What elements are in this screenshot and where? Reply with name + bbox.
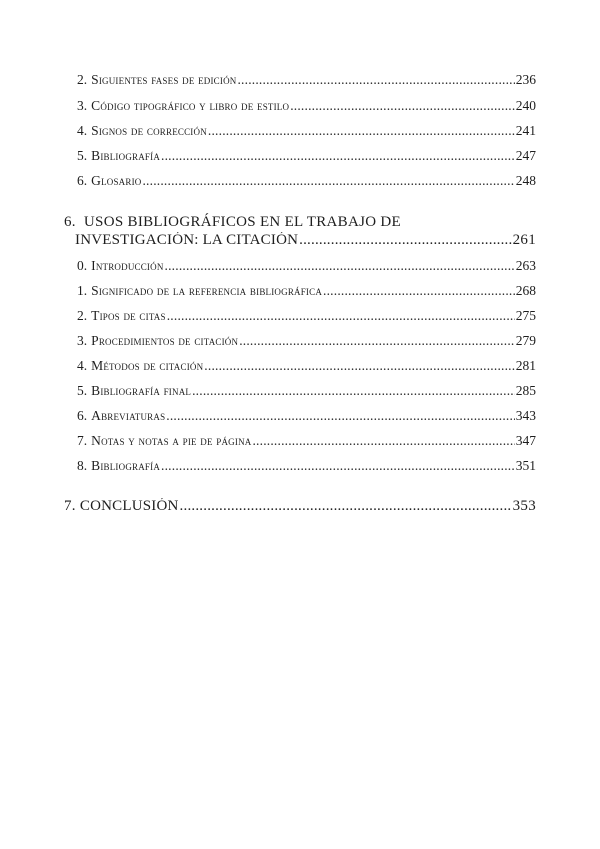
page-number: 241 [515,123,536,138]
chapter-heading-line1 [64,214,401,231]
toc-entry [0,173,600,193]
entry-title: Glosario [91,173,142,188]
toc-entry [0,358,600,378]
dot-leader [299,232,511,249]
dot-leader [237,72,514,88]
entry-title: Notas y notas a pie de página [91,433,252,448]
entry-title: Código tipográfico y libro de estilo [91,98,290,113]
toc-entry [0,383,600,403]
entry-number: 7. [77,433,88,448]
chapter-number: 6. [64,214,76,230]
toc-entry [0,258,600,278]
toc-entry [0,333,600,353]
entry-title: Bibliografía final [91,383,192,398]
entry-title: Bibliografía [91,148,161,163]
page-number: 353 [512,498,536,514]
page-number: 347 [515,433,536,448]
chapter-entry [0,498,600,518]
dot-leader [290,98,515,114]
toc-entry [0,283,600,303]
chapter-title: CONCLUSIÓN [79,498,179,514]
toc-entry [0,148,600,168]
chapter-entry [0,232,600,252]
page-number: 268 [515,283,536,298]
page-number: 279 [515,333,536,348]
toc-entry [0,408,600,428]
toc-entry [0,458,600,478]
entry-number: 5. [77,148,88,163]
entry-number: 4. [77,358,88,373]
chapter-title: USOS BIBLIOGRÁFICOS EN EL TRABAJO DE [83,214,401,230]
page-number: 281 [515,358,536,373]
page-number: 247 [515,148,536,163]
toc-entry [0,72,600,92]
page-number: 263 [515,258,536,273]
entry-number: 0. [77,258,88,273]
entry-number: 2. [77,308,88,323]
page-number: 351 [515,458,536,473]
page-number: 248 [515,173,536,188]
page-number: 343 [515,408,536,423]
dot-leader [252,433,514,449]
entry-number: 6. [77,408,88,423]
entry-title: Siguientes fases de edición [91,72,237,87]
page-number: 275 [515,308,536,323]
toc-entry [0,98,600,118]
entry-title: Abreviaturas [91,408,166,423]
dot-leader [204,358,514,374]
dot-leader [208,123,515,139]
entry-number: 5. [77,383,88,398]
entry-title: Bibliografía [91,458,161,473]
chapter-number: 7. [64,498,76,514]
entry-title: Significado de la referencia bibliográfica [91,283,323,298]
entry-number: 3. [77,333,88,348]
page-number: 285 [515,383,536,398]
dot-leader [167,308,515,324]
entry-number: 3. [77,98,88,113]
page-number: 236 [515,72,536,87]
dot-leader [323,283,515,299]
dot-leader [142,173,514,189]
entry-number: 6. [77,173,88,188]
dot-leader [180,498,512,515]
entry-title: Tipos de citas [91,308,166,323]
dot-leader [161,148,515,164]
toc-entry [0,308,600,328]
entry-title: Métodos de citación [91,358,204,373]
entry-number: 8. [77,458,88,473]
toc-entry [0,123,600,143]
entry-number: 2. [77,72,88,87]
page-number: 240 [515,98,536,113]
dot-leader [192,383,515,399]
toc-entry [0,433,600,453]
dot-leader [239,333,515,349]
chapter-title-continued: INVESTIGACIÓN: LA CITACIÓN [75,232,299,248]
page-number: 261 [512,232,536,248]
entry-number: 4. [77,123,88,138]
dot-leader [161,458,515,474]
dot-leader [166,408,514,424]
entry-title: Signos de corrección [91,123,207,138]
dot-leader [165,258,515,274]
entry-number: 1. [77,283,88,298]
entry-title: Procedimientos de citación [91,333,239,348]
entry-title: Introducción [91,258,164,273]
